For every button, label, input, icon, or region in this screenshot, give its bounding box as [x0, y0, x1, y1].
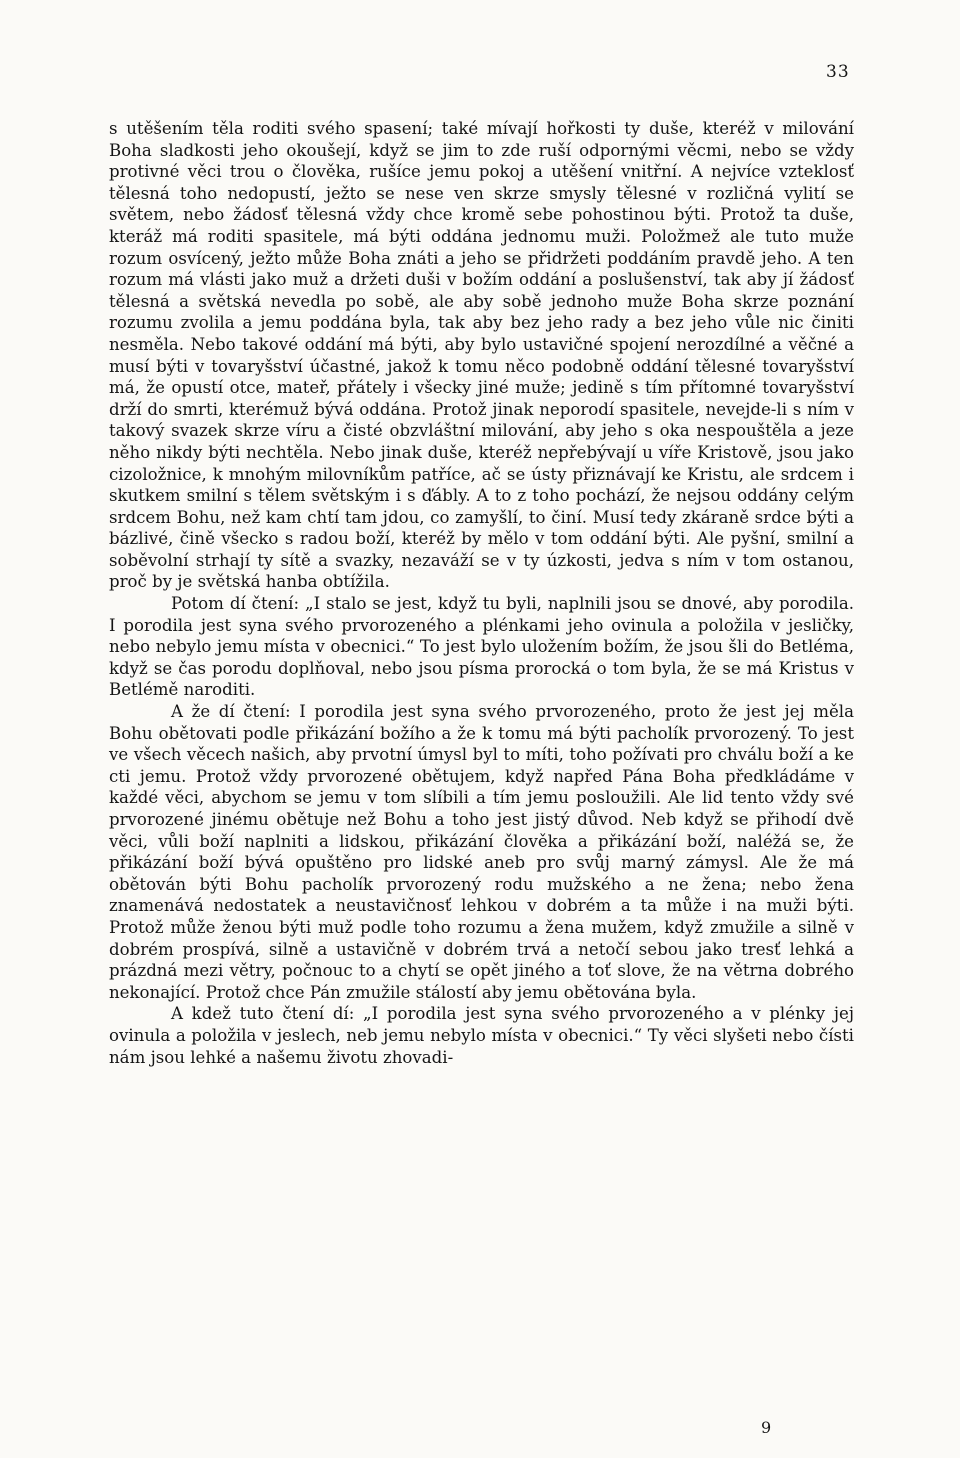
paragraph: s utěšením těla roditi svého spasení; také mívají hořkosti ty duše, kteréž v milování Boha sladkosti jeho okoušejí, když se jim to zde ruší odpornými věcmi, nebo se vždy protivné věci trou o člověka, rušíce jemu pokoj a utěšení vnitřní. A nejvíce vzteklosť tělesná toho nedopustí, ježto se nese ven skrze smysly tělesné v rozličná vylití se světem, nebo žádosť tělesná vždy chce kromě sebe pohostinou býti. Protož ta duše, kteráž má roditi spasitele, má býti oddána jednomu muži. Položmež ale tuto muže rozum osvícený, ježto může Boha znáti a jeho se přidržeti poddáním pravdě jeho. A ten rozum má vlásti jako muž a držeti duši v božím oddání a poslušenství, tak aby jí žádosť tělesná a světská nevedla po sobě, ale aby sobě jednoho muže Boha skrze poznání rozumu zvolila a jemu poddána byla, tak aby bez jeho rady a bez jeho vůle nic činiti nesměla. Nebo takové oddání má býti, aby bylo ustavičné spojení nerozdílné a věčné a musí býti v tovaryšství účastné, jakož k tomu něco podobně oddání tělesné tovaryšství má, že opustí otce, mateř, přátely i všecky jiné muže; jedině s tím přítomné tovaryšství drží do smrti, kterémuž bývá oddána. Protož jinak neporodí spasitele, nevejde-li s ním v takový svazek skrze víru a čisté obzvláštní milování, aby jeho s oka nespouštěla a jeze něho nikdy býti nechtěla. Nebo jinak duše, kteréž nepřebývají u víře Kristově, jsou jako cizoložnice, k mnohým milovníkům patříce, ač se ústy přiznávají ke Kristu, ale srdcem i skutkem smilní s tělem světským i s ďábly. A to z toho pochází, že nejsou oddány celým srdcem Bohu, než kam chtí tam jdou, co zamyšlí, to činí. Musí tedy zkáraně srdce býti a bázlivé, čině všecko s radou boží, kteréž by mělo v tom oddání býti. Ale pyšní, smilní a soběvolní strhají ty sítě a svazky, nezaváží se v ty úzkosti, jedva s ním v tom ostanou, proč by je světská hanba obtížila.: [109, 119, 854, 592]
main-text: [109, 118, 854, 1068]
paragraph: A kdež tuto čtení dí: „I porodila jest syna svého prvorozeného a v plénky jej ovinula a položila v jeslech, neb jemu nebylo místa v obecnici.“ Ty věci slyšeti nebo čísti nám jsou lehké a našemu životu zhovadi-: [109, 1004, 854, 1067]
paragraph: A že dí čtení: I porodila jest syna svého prvorozeného, proto že jest jej měla Bohu obětovati podle přikázání božího a že k tomu má býti pacholík prvorozený. To jest ve všech věcech našich, aby prvotní úmysl byl to míti, toho požívati pro chválu boží a ke cti jemu. Protož vždy prvorozené obětujem, když napřed Pána Boha předkládáme v každé věci, abychom se jemu v tom slíbili a tím jemu posloužili. Ale lid tento vždy své prvorozené jinému obětuje než Bohu a toho jest jistý důvod. Neb když se přihodí dvě věci, vůli boží naplniti a lidskou, přikázání člověka a přikázání boží, naléžá se, že přikázání boží bývá opuštěno pro lidské aneb pro svůj marný zámysl. Ale že má obětován býti Bohu pacholík prvorozený rodu mužského a ne žena; nebo žena znamenává nedostatek a neustavičnosť lehkou v dobrém a ta může i na muži býti. Protož může ženou býti muž podle toho rozumu a žena mužem, když zmužile a silně v dobrém prospívá, silně a ustavičně v dobrém trvá a netočí sebou jako tresť lehká a prázdná mezi větry, počnouc to a chytí se opět jiného a toť slove, že na větrna dobrého nekonající. Protož chce Pán zmužile stálostí aby jemu obětována byla.: [109, 702, 854, 1002]
page-number: 33: [826, 62, 850, 82]
signature-mark: 9: [761, 1418, 772, 1437]
paragraph: Potom dí čtení: „I stalo se jest, když tu byli, naplnili jsou se dnové, aby porodila. I porodila jest syna svého prvorozeného a plénkami jeho ovinula a položila v jesličky, nebo nebylo jemu místa v obecnici.“ To jest bylo uložením božím, že jsou šli do Betléma, když se čas porodu doplňoval, nebo jsou písma prorocká o tom byla, že se má Kristus v Betlémě naroditi.: [109, 594, 854, 700]
